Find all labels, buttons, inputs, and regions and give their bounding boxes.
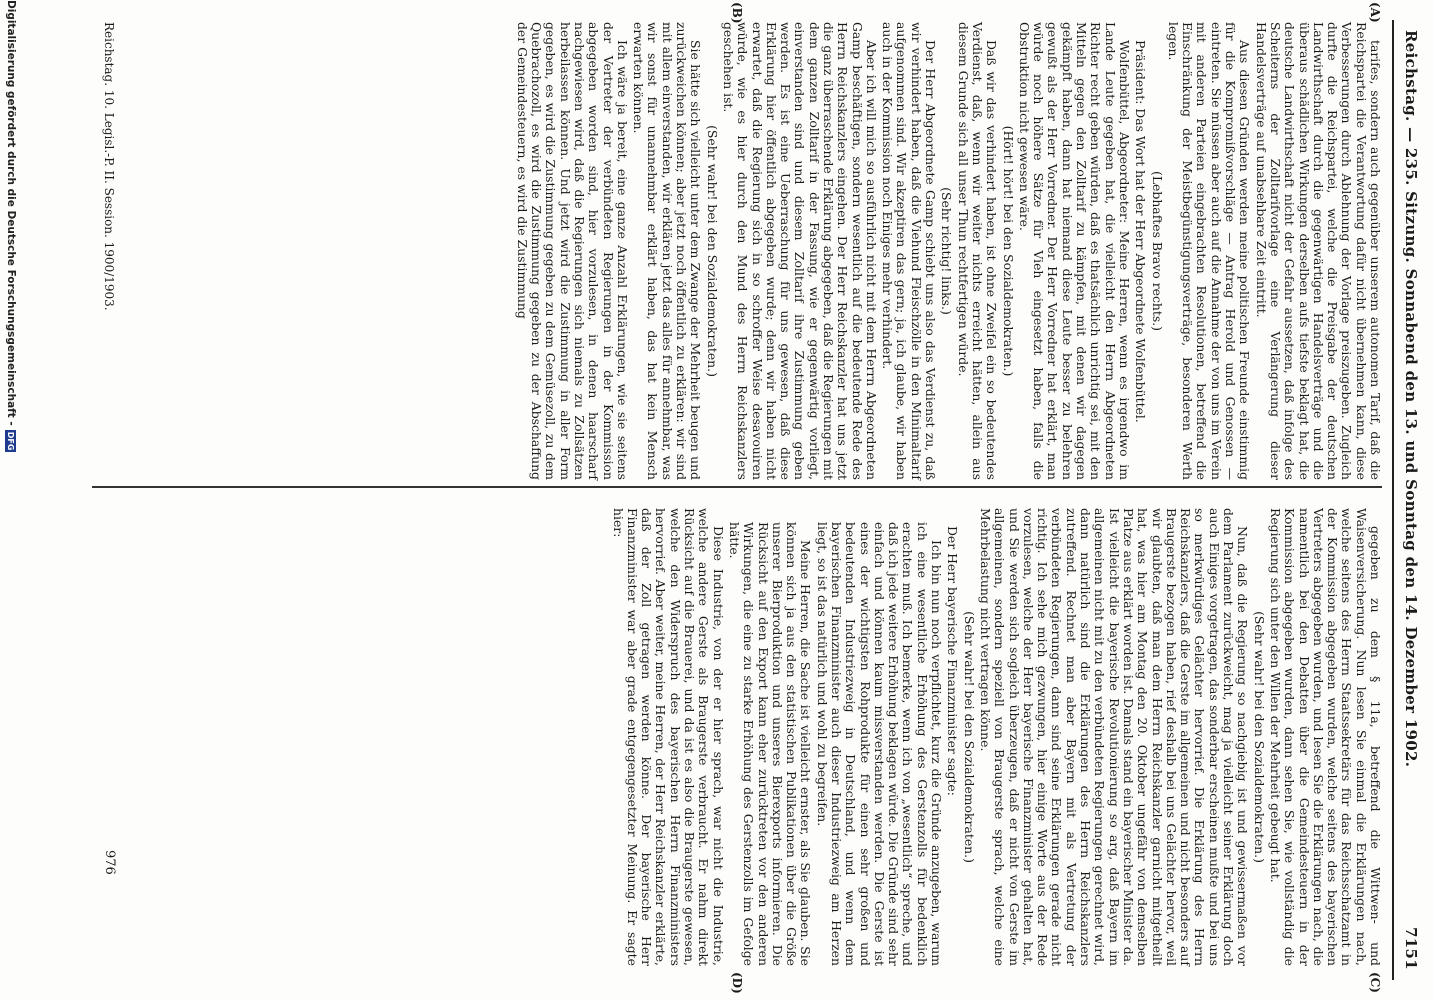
page-rotated: [74, 0, 1434, 1000]
digitization-credit: [4, 0, 18, 1000]
footer-left: Reichstag. 10. Legisl.-P. II. Session. 1900/1903.: [102, 22, 116, 311]
margin-mark-d: (D): [730, 972, 744, 994]
margin-mark-b: (B): [730, 2, 744, 24]
paragraph: Aber ich will mich so ausführlich nicht mit dem Herrn Abgeordneten Gamp beschäftigen, sondern wesentlich auf die bedeutende Rede des Herrn Reichskanzlers eingehen. Der Herr Reichskanzler hat uns jetzt die ganz überraschende Erklärung abgegeben, daß die Regierungen mit dem ganzen Zolltarif in der Fassung, wie er gegenwärtig vorliegt, einverstanden sind und diesem Zolltarif ihre Zustimmung geben werden. Es ist eine Ueberraschung für uns gewesen, daß diese Erklärung hier öffentlich abgegeben wurde; denn wir haben nicht erwartet, daß die Regierung sich in so schroffer Weise desavouiren würde, wie es hier durch den Mund des Herrn Reichskanzlers geschehen ist.: [720, 22, 879, 480]
paragraph: Nun, daß die Regierung so nachgiebig ist und gewissermaßen vor dem Parlament zurückweicht, mag ja vielleicht seiner Erklärung doch auch Einiges vorgetragen, das sonderbar erscheinen mußte und bei uns so merkwürdiges Gelächter hervorrief. Die Erklärung des Herrn Reichskanzlers, daß die Gerste im allgemeinen und nicht besonders auf Braugerste bezogen haben, rief deshalb bei uns Gelächter hervor, weil wir glaubten, daß man dem Herrn Reichskanzler garnicht mitgetheilt hat, was hier am Montag den 20. Oktober ungefähr von demselben Platze aus erklärt worden ist. Damals stand ein bayerischer Minister da. Ist vielleicht die bayerische Revolutionierung so arg, daß Bayern im allgemeinen nicht mit zu den verbündeten Regierungen gerechnet wird, dann natürlich sind die Erklärungen des Herrn Reichskanzlers zutreffend. Rechnet man aber Bayern mit als Vertretung der verbündeten Regierungen, dann sind seine Erklärungen gerade nicht richtig. Ich sehe mich gezwungen, hier einige Worte aus der Rede vorzulesen, welche der Herr bayerische Finanzminister gehalten hat, und Sie werden sich sogleich überzeugen, daß er nicht von Gerste im allgemeinen, sondern speziell von Braugerste sprach, welche eine Mehrbelastung nicht vertragen könne.: [977, 508, 1251, 966]
header-title: Reichstag. — 235. Sitzung. Sonnabend den 13. und Sonntag den 14. Dezember 1902.: [1402, 30, 1421, 768]
paragraph: Diese Industrie, von der er hier sprach, war nicht die Industrie, welche andere Gerste als Braugerste verbraucht. Er nahm direkt Rücksicht auf die Brauerei, und da ist es also die Braugerste gewesen, welche den Widerspruch des bayerischen Herrn Finanzministers hervorrief. Aber weiter, meine Herren, der Herr Reichskanzler erklärte, daß der Zoll getragen werden könne. Der bayerische Herr Finanzminister war aber grade entgegengesetzter Meinung. Er sagte hier:: [610, 508, 726, 966]
interjection: (Sehr wahr! bei den Sozialdemokraten.): [1251, 611, 1267, 863]
interjection: (Sehr richtig! links.): [939, 187, 955, 315]
paragraph: Ich wäre ja bereit, eine ganze Anzahl Erklärungen, wie sie seitens der Vertreter der verbündeten Regierungen in der Kommission abgegeben worden sind, hier vorzulesen, in denen haarscharf nachgewiesen wird, daß die Regierungen sich niemals zu Zollsätzen herbeilassen können. Und jetzt wird die Zustimmung in aller Form gegeben, es wird die Zustimmung gegeben zu dem Gemüsezoll, zu dem Quebrachozoll, es wird die Zustimmung gegeben zu der Abschaffung der Gemeindesteuern, es wird die Zustimmung: [514, 22, 630, 480]
paragraph: Sie hätte sich vielleicht unter dem Zwange der Mehrheit beugen und zurückweichen können; aber jetzt noch öffentlich zu erklären: wir sind mit allem einverstanden, wir erklären jetzt das alles für annehmbar, was wir sonst für unannehmbar erklärt haben, das hat kein Mensch erwarten können.: [631, 22, 704, 480]
speaker-paragraph: Präsident: Das Wort hat der Herr Abgeordnete Wolfenbüttel.: [1133, 40, 1149, 423]
interjection: (Lebhaftes Bravo rechts.): [1149, 171, 1165, 331]
credit-text: Digitalisierung gefördert durch die Deutsche Forschungsgemeinschaft -: [5, 0, 17, 426]
paragraph: Wolfenbüttel, Abgeordneter: Meine Herren, wenn es irgendwo im Lande Leute gegeben hat, die vielleicht den Herrn Abgeordneten Richter recht geben würden, daß es thatsächlich unrichtig sei, mit den Mitteln gegen den Zolltarif zu kämpfen, mit denen wir dagegen gekämpft haben, dann hat niemand diese Leute besser zu belehren gewußt als der Herr Vorredner. Der Herr Vorredner hat erklärt, man würde noch höhere Sätze für Vieh eingesetzt haben, falls die Obstruktion nicht gewesen wäre.: [1016, 22, 1132, 480]
right-column: [608, 508, 1382, 966]
left-column: [512, 22, 1382, 480]
paragraph: Der Herr bayerische Finanzminister sagte:: [945, 526, 961, 796]
paragraph: Der Herr Abgeordnete Gamp schiebt uns also das Verdienst zu, daß wir verhindert haben, daß die Viehund Fleischzölle in den Minimaltarif aufgenommen sind. Wir akzeptiren das gern; ja, ich glaube, wir haben auch in der Kommission noch Einiges mehr verhindert.: [880, 22, 939, 480]
quotation: Ich bin nun noch verpflichtet, kurz die Gründe anzugeben, warum ich eine wesentliche Erhöhung des Gerstenzolls für bedenklich erachten muß. Ich bemerke, wenn ich von „wesentlich“ spreche, und daß ich jede weitere Erhöhung beklagen würde. Die Gründe sind sehr einfach und können kaum missverstanden werden. Die Gerste ist eines der wichtigsten Rohprodukte für einen sehr großen und bedeutenden Industriezweig in Deutschland, und wenn dem bayerischen Finanzminister auch dieser Industriezweig am Herzen liegt, so ist das natürlich und wohl zu begreifen.: [814, 522, 945, 966]
paragraph: tarifes, sondern auch gegenüber unserem autonomen Tarif, daß die Reichspartei die Verantwortung dafür nicht übernehmen kann, diese Verbesserungen durch Ablehnung der Vorlage preiszugeben. Zugleich durfte die Reichspartei, welche die Preisgabe der deutschen Landwirthschaft durch die gegenwärtigen Handelsverträge und die überaus schädlichen Wirkungen derselben aufs tiefste beklagt hat, die deutsche Landwirthschaft nicht der Gefahr aussetzen, daß infolge des Scheiterns der Zolltarifvorlage eine Verlängerung dieser Handelsverträge auf unabsehbare Zeit eintritt.: [1253, 22, 1383, 480]
paragraph: Daß wir das verhindert haben, ist ohne Zweifel ein so bedeutendes Verdienst, daß, wenn wir weiter nichts erreicht hätten, allein aus diesem Grunde sich all unser Thun rechtfertigen würde.: [955, 22, 1000, 480]
margin-mark-a: (A): [1368, 2, 1382, 23]
footer-number: 976: [102, 850, 117, 875]
dfg-logo: DFG: [6, 431, 16, 451]
paragraph: Aus diesen Gründen werden meine politischen Freunde einstimmig für die Kompromißvorschläge — Antrag Herold und Genossen — eintreten. Sie müssen aber auch auf die Annahme der von uns im Verein mit anderen Parteien eingebrachten Resolutionen, betreffend die Einschränkung der Meistbegünstigungsverträge, besonderen Werth legen.: [1165, 22, 1253, 480]
quotation: Meine Herren, die Sache ist vielleicht ernster, als Sie glauben. Sie können sich ja aus den statistischen Publikationen über die Größe unserer Bierproduktion und unseres Bierexports informieren. Die Rücksicht auf den Export kann eher zurücktreten vor den anderen Wirkungen, die eine zu starke Erhöhung des Gerstenzolls im Gefolge hätte.: [726, 522, 814, 966]
page-header: [1398, 30, 1424, 970]
header-rule: [1392, 20, 1394, 980]
margin-mark-c: (C): [1368, 972, 1382, 993]
page-number: 7151: [1402, 927, 1421, 970]
interjection: (Sehr wahr! bei den Sozialdemokraten.): [704, 125, 720, 377]
interjection: (Sehr wahr! bei den Sozialdemokraten.): [961, 611, 977, 863]
paragraph: gegeben zu dem § 11a, betreffend die Wittwen- und Waisenversicherung. Nun lesen Sie einmal die Erklärungen nach, welche seitens des Herrn Staatssekretärs für das Reichsschatzamt in der Kommission abgegeben wurden, welche seitens des bayerischen Vertreters abgegeben wurden, und lesen Sie die Erklärungen nach, die namentlich bei den Debatten über die Gemeindesteuern in der Kommission abgegeben wurden, dann sehen Sie, wie vollständig die Regierung sich unter den Willen der Mehrheit gebeugt hat.: [1267, 508, 1383, 966]
interjection: (Hört! hört! bei den Sozialdemokraten.): [1000, 125, 1016, 377]
column-divider: [92, 486, 1382, 488]
